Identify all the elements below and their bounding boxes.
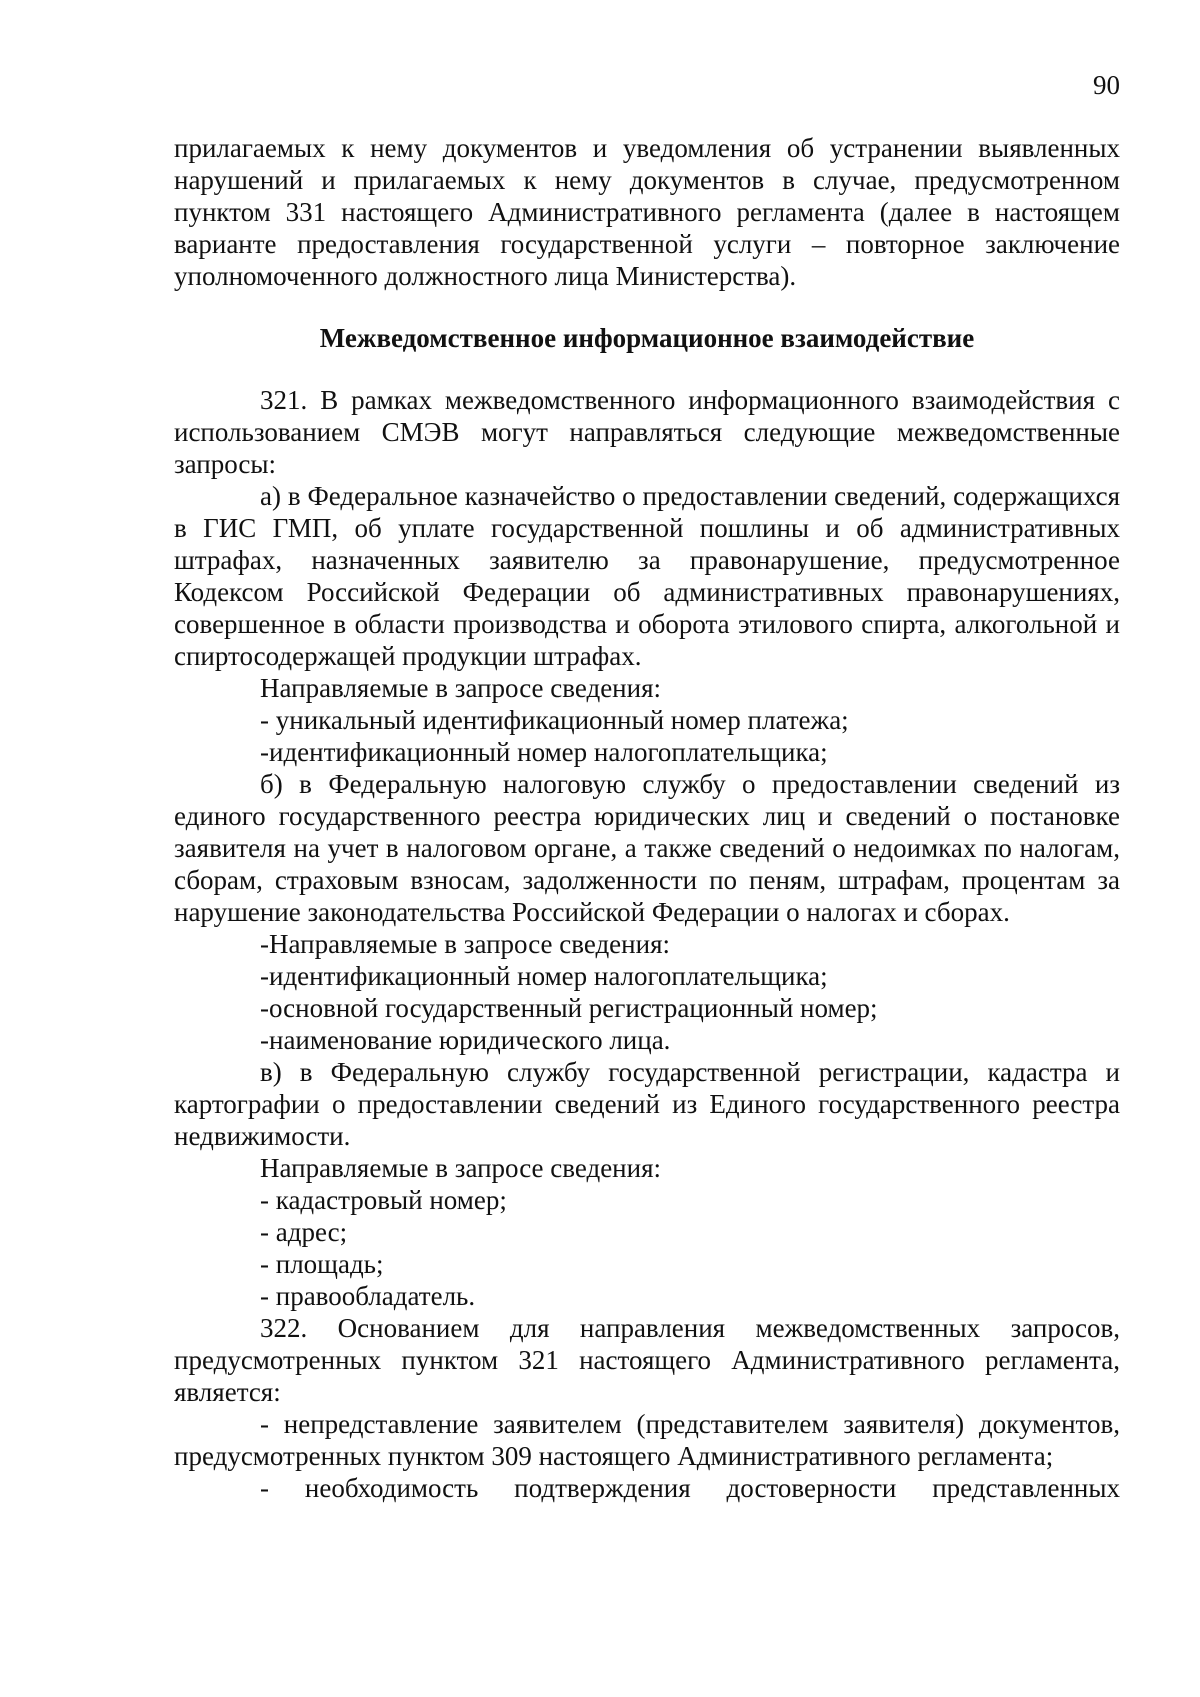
paragraph: -основной государственный регистрационный номер; [260, 993, 878, 1023]
paragraph: - кадастровый номер; [260, 1185, 507, 1215]
paragraph: 322. Основанием для направления межведомственных запросов, предусмотренных пунктом 321 настоящего Административного регламента, является: [174, 1313, 1120, 1407]
paragraph: в) в Федеральную службу государственной регистрации, кадастра и картографии о предоставлении сведений из Единого государственного реестра недвижимости. [174, 1057, 1120, 1151]
paragraph: - площадь; [260, 1249, 384, 1279]
paragraph: а) в Федеральное казначейство о предоставлении сведений, содержащихся в ГИС ГМП, об уплате государственной пошлины и об административных штрафах, назначенных заявителю за правонарушение, предусмотренное Кодексом Российской Федерации об административных правонарушениях, совершенное в области производства и оборота этилового спирта, алкогольной и спиртосодержащей продукции штрафах. [174, 481, 1120, 671]
paragraph: -Направляемые в запросе сведения: [260, 929, 670, 959]
paragraph: Направляемые в запросе сведения: [260, 1153, 661, 1183]
paragraph: - уникальный идентификационный номер платежа; [260, 705, 849, 735]
paragraph: - необходимость подтверждения достоверности представленных [260, 1473, 1120, 1503]
paragraph: прилагаемых к нему документов и уведомления об устранении выявленных нарушений и прилагаемых к нему документов в случае, предусмотренном пунктом 331 настоящего Административного регламента (далее в настоящем варианте предоставления государственной услуги – повторное заключение уполномоченного должностного лица Министерства). [174, 133, 1120, 291]
paragraph: - адрес; [260, 1217, 348, 1247]
paragraph: 321. В рамках межведомственного информационного взаимодействия с использованием СМЭВ могут направляться следующие межведомственные запросы: [174, 385, 1120, 479]
paragraph: - непредставление заявителем (представителем заявителя) документов, предусмотренных пунктом 309 настоящего Административного регламента; [174, 1409, 1120, 1471]
page-number: 90 [1093, 70, 1120, 100]
paragraph: -наименование юридического лица. [260, 1025, 671, 1055]
paragraph: - правообладатель. [260, 1281, 476, 1311]
section-heading: Межведомственное информационное взаимодействие [319, 323, 975, 353]
paragraph: б) в Федеральную налоговую службу о предоставлении сведений из единого государственного реестра юридических лиц и сведений о постановке заявителя на учет в налоговом органе, а также сведений о недоимках по налогам, сборам, страховым взносам, задолженности по пеням, штрафам, процентам за нарушение законодательства Российской Федерации о налогах и сборах. [174, 769, 1120, 927]
paragraph: -идентификационный номер налогоплательщика; [260, 961, 828, 991]
document-body [174, 132, 1120, 1504]
paragraph: -идентификационный номер налогоплательщика; [260, 737, 828, 767]
paragraph: Направляемые в запросе сведения: [260, 673, 661, 703]
